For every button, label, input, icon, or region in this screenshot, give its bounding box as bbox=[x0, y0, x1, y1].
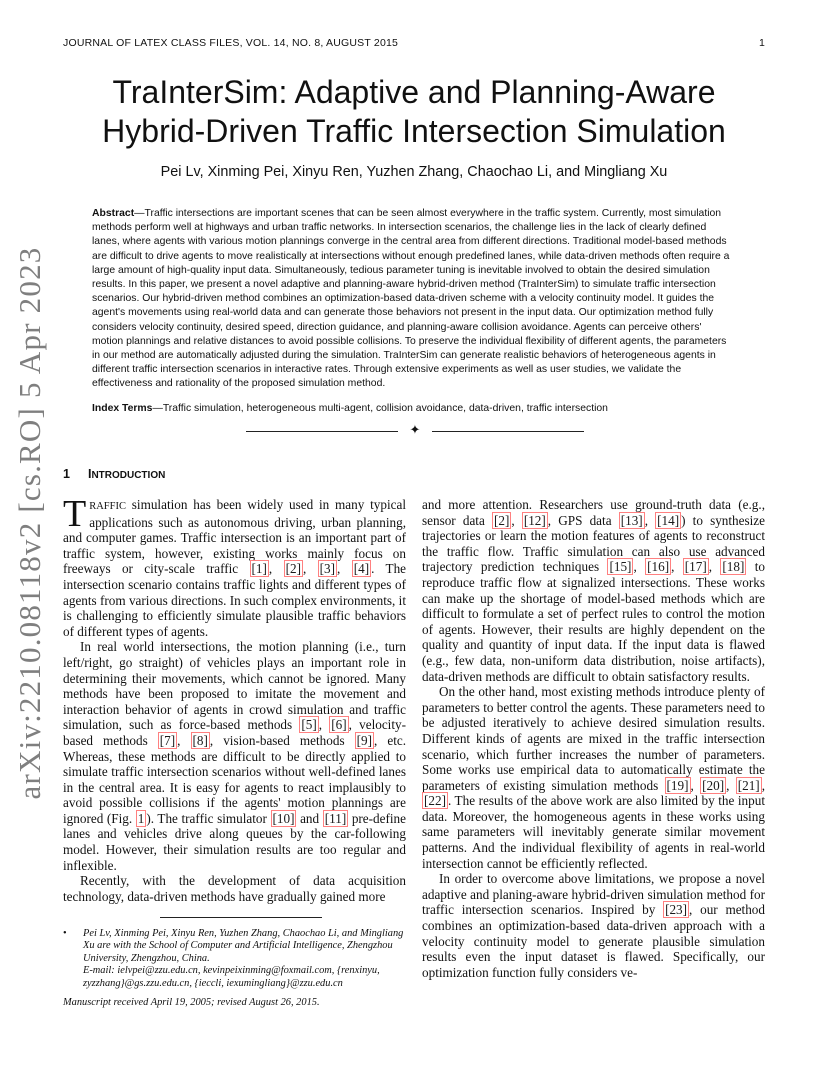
citation-link[interactable]: [6] bbox=[331, 717, 347, 733]
paragraph-text: and bbox=[296, 810, 323, 826]
paragraph-text: ). The traffic simulator bbox=[146, 810, 271, 826]
citation-link[interactable]: [14] bbox=[657, 512, 680, 528]
paragraph-text: simulation has been widely used in many typical applications such as autonomous driving, urban planning, and computer games. Traffic intersection is an important part of traffic system, however, existing works mainly focus on freeways or city-scale traffic bbox=[63, 497, 406, 577]
paragraph-text: On the other hand, most existing methods introduce plenty of parameters to better control the agents. These parameters need to be adjusted iteratively to achieve desired simulation results. Different kinds of agents are mixed in the traffic intersection scenario, which further increases the number of parameters. Some works use empirical data to automatically estimate the parameters of existing simulation methods bbox=[422, 684, 765, 793]
citation-link[interactable]: [4] bbox=[353, 561, 370, 577]
paragraph: Recently, with the development of data acquisition technology, data-driven methods have gradually gained more bbox=[63, 873, 406, 904]
paragraph-text: . The results of the above work are also limited by the input data. Moreover, the homogeneous agents in these works using same parameters will inevitably generate similar movement patterns. And the individual flexibility of agents in real-world intersection cannot be efficiently reflected. bbox=[422, 793, 765, 871]
paragraph: and more attention. Researchers use ground-truth data (e.g., sensor data [2] , [12] , GPS data [13] , [14] ) to synthesize trajectories or learn the motion features of agents to reconstruct the traffic flow. Traffic simulation can also use advanced trajectory prediction techniques [15] , [16] , [17] , [18] to reproduce traffic flow at signalized intersections. These works can make up the shortage of model-based methods which are difficult to formulate a set of perfect rules to control the motion of agents. However, their results are highly dependent on the quality and quantity of input data. If the input data is flawed (e.g., few data, non-uniform data distribution, noise artifacts), data-driven methods are difficult to obtain satisfactory results. bbox=[422, 497, 766, 684]
section-heading bbox=[63, 467, 165, 481]
paragraph-text: , velocity-based methods bbox=[63, 717, 406, 748]
citation-link[interactable]: [11] bbox=[324, 810, 347, 826]
citation-link[interactable]: [10] bbox=[272, 810, 295, 826]
affiliation-footnote bbox=[63, 928, 406, 990]
title-line-1: TraInterSim: Adaptive and Planning-Aware bbox=[112, 74, 716, 110]
paragraph-text: , vision-based methods bbox=[209, 732, 355, 748]
paragraph: TRAFFIC simulation has been widely used in many typical applications such as autonomous driving, urban planning, and computer games. Traffic intersection is an important part of traffic system, however, existing works mainly focus on freeways or city-scale traffic [1] , [2] , [3] , [4] . The intersection scenario contains traffic lights and different types of agents from various directions. In such complex environments, it is challenging to efficiently simulate plausible traffic behaviors of different types of agents. bbox=[63, 493, 407, 639]
paragraph-text: to reproduce traffic flow at signalized intersections. These works can make up the shortage of model-based methods which are difficult to formulate a set of perfect rules to control the motion of agents. However, their results are highly dependent on the quality and quantity of input data. If the input data is flawed (e.g., few data, non-uniform data distribution, noise artifacts), data-driven methods are difficult to obtain satisfactory results. bbox=[422, 559, 765, 684]
citation-link[interactable]: [3] bbox=[319, 561, 336, 577]
section-title-rest: NTRODUCTION bbox=[91, 470, 166, 481]
author-list: Pei Lv, Xinming Pei, Xinyu Ren, Yuzhen Zhang, Chaochao Li, and Mingliang Xu bbox=[160, 164, 668, 180]
index-terms-text: —Traffic simulation, heterogeneous multi-agent, collision avoidance, data-driven, traffic intersection bbox=[152, 403, 608, 414]
citation-link[interactable]: [7] bbox=[159, 732, 176, 748]
abstract-text: —Traffic intersections are important scenes that can be seen almost everywhere in the traffic system. Currently, most simulation methods perform well at highways and urban traffic networks. In intersection scenarios, the challenge lies in the lack of clearly defined lanes, where agents with various motion plannings converge in the central area from different directions. Traditional model-based methods are difficult to drive agents to move realistically at intersections without enough predefined lanes, while data-driven methods often require a large amount of high-quality input data. Simultaneously, tedious parameter tuning is inevitable involved to obtain the desired simulation results. In this paper, we present a novel adaptive and planning-aware hybrid-driven method (TraInterSim) to simulate traffic intersection scenarios. Our hybrid-driven method combines an optimization-based data-driven scheme with a velocity continuity model. It guides the agent's movements using real-world data and can generate those behaviors not present in the input data. Our optimization method fully considers velocity continuity, desired speed, direction guidance, and planning-aware collision avoidance. Agents can perceive others' motion plannings and relative distances to avoid possible collisions. To preserve the individual flexibility of different agents, the parameters in our method are automatically adjusted during the simulation. TraInterSim can generate realistic behaviors of heterogeneous agents in different traffic intersection scenarios in interactive rates. Through extensive experiments as well as user studies, we validate the effectiveness and rationality of the proposed simulation method. bbox=[92, 208, 730, 390]
citation-link[interactable]: [2] bbox=[285, 561, 301, 577]
paragraph: In real world intersections, the motion planning (i.e., turn left/right, go straight) of vehicles plays an important role in determining their movements, which cannot be ignored. Many methods have been proposed to imitate the movement and interaction behavior of agents in crowd simulation and traffic simulation, such as force-based methods [5] , [6] , velocity-based methods [7] , [8] , vision-based methods [9] , etc. Whereas, these methods are difficult to be directly applied to simulate traffic intersection scenarios without well-defined lanes in the central area. It is easy for agents to react implausibly to avoid possible collisions if the agents' motion plannings are ignored (Fig. 1 ). The traffic simulator [10] and [11] pre-define lanes and vehicles drive along queues by the car-following model. However, their simulation results are too regular and inflexible. bbox=[63, 639, 407, 873]
journal-name: JOURNAL OF LATEX CLASS FILES, VOL. 14, NO. 8, AUGUST 2015 bbox=[63, 37, 399, 49]
section-title-initial: I bbox=[87, 467, 92, 481]
citation-link[interactable]: [19] bbox=[666, 777, 689, 793]
title-line-2: Hybrid-Driven Traffic Intersection Simulation bbox=[102, 113, 726, 149]
footnote-affiliation: Pei Lv, Xinming Pei, Xinyu Ren, Yuzhen Zhang, Chaochao Li, and Mingliang Xu are with the School of Computer and Artificial Intelligence, Zhengzhou University, Zhengzhou, China. bbox=[83, 928, 404, 964]
footnote-email: E-mail: ielvpei@zzu.edu.cn, kevinpeixinming@foxmail.com, {renxinyu, zyzzhang}@gs.zzu.edu.cn, {ieccli, iexumingliang}@zzu.edu.cn bbox=[83, 965, 380, 989]
index-terms-label: Index Terms bbox=[92, 403, 153, 414]
paragraph-text: . The intersection scenario contains traffic lights and different types of agents from various directions. In such complex environments, it is challenging to efficiently simulate plausible traffic behaviors of different types of agents. bbox=[63, 561, 407, 639]
citation-link[interactable]: [16] bbox=[647, 559, 670, 575]
abstract-label: Abstract bbox=[92, 208, 135, 219]
left-column bbox=[63, 493, 407, 904]
separator-line-right bbox=[432, 431, 584, 432]
paragraph-text: , GPS data bbox=[547, 512, 619, 528]
citation-link[interactable]: [9] bbox=[356, 732, 373, 748]
section-number: 1 bbox=[63, 467, 70, 481]
section-separator bbox=[246, 422, 584, 437]
page-number: 1 bbox=[758, 37, 765, 49]
paragraph-text: In order to overcome above limitations, we propose a novel adaptive and planing-aware hybrid-driven simulation method for traffic intersection scenarios. Inspired by bbox=[422, 871, 765, 918]
drop-cap: T bbox=[63, 493, 87, 535]
manuscript-note: Manuscript received April 19, 2005; revised August 26, 2015. bbox=[63, 997, 320, 1008]
paragraph-text: , our method combines an optimization-based data-driven approach with a velocity continuity model to generate plausible simulation results even the input dataset is flawed. Specifically, our optimization function fully considers ve- bbox=[422, 902, 765, 980]
citation-link[interactable]: [18] bbox=[722, 559, 745, 575]
paragraph-text: ) to synthesize trajectories or learn the motion features of agents to reconstruct the traffic flow. Traffic simulation can also use advanced trajectory prediction techniques bbox=[422, 512, 766, 575]
citation-link[interactable]: [20] bbox=[702, 777, 725, 793]
citation-link[interactable]: [23] bbox=[665, 902, 688, 918]
index-terms bbox=[92, 403, 735, 414]
paragraph-text: In real world intersections, the motion planning (i.e., turn left/right, go straight) of vehicles plays an important role in determining their movements, which cannot be ignored. Many methods have been proposed to imitate the movement and interaction behavior of agents in crowd simulation and traffic simulation, such as force-based methods bbox=[63, 639, 406, 733]
paragraph-text: pre-define lanes and vehicles drive along queues by the car-following model. However, their simulation results are too regular and inflexible. bbox=[63, 810, 406, 873]
footnote-rule bbox=[160, 917, 322, 918]
right-column bbox=[422, 497, 765, 980]
paragraph-text: and more attention. Researchers use ground-truth data (e.g., sensor data bbox=[422, 497, 765, 528]
citation-link[interactable]: [15] bbox=[609, 559, 632, 575]
paragraph bbox=[422, 871, 765, 980]
citation-link[interactable]: [1] bbox=[251, 561, 267, 577]
citation-link[interactable]: [12] bbox=[523, 512, 546, 528]
paper-title bbox=[63, 73, 765, 151]
arxiv-stamp: arXiv:2210.08118v2 [cs.RO] 5 Apr 2023 bbox=[12, 246, 47, 800]
lead-smallcaps: RAFFIC bbox=[89, 501, 126, 512]
footnote-bullet: • bbox=[63, 928, 67, 939]
citation-link[interactable]: [17] bbox=[684, 559, 707, 575]
paragraph-text: , etc. Whereas, these methods are difficult to be directly applied to simulate traffic intersection scenarios without well-defined lanes in the central area. It is easy for agents to react implausibly to avoid possible collisions if the agents' motion plannings are ignored (Fig. bbox=[63, 732, 407, 826]
citation-link[interactable]: [22] bbox=[424, 793, 446, 809]
figure-link[interactable]: 1 bbox=[137, 810, 145, 826]
paragraph: On the other hand, most existing methods introduce plenty of parameters to better control the agents. These parameters need to be adjusted iteratively to achieve desired simulation results. Different kinds of agents are mixed in the traffic intersection scenario, which further increases the number of parameters. Some works use empirical data to automatically estimate the parameters of existing simulation methods [19] , [20] , [21] , [22] . The results of the above work are also limited by the input data. Moreover, the homogeneous agents in these works using same parameters will inevitably generate similar movement patterns. And the individual flexibility of agents in real-world intersection cannot be efficiently reflected. bbox=[422, 684, 765, 871]
citation-link[interactable]: [21] bbox=[737, 777, 760, 793]
running-head bbox=[63, 37, 765, 51]
citation-link[interactable]: [8] bbox=[192, 732, 208, 748]
separator-star-icon: ✦ bbox=[409, 422, 421, 437]
separator-line-left bbox=[246, 431, 398, 432]
citation-link[interactable]: [5] bbox=[301, 717, 317, 733]
citation-link[interactable]: [2] bbox=[493, 512, 510, 528]
citation-link[interactable]: [13] bbox=[620, 512, 643, 528]
abstract bbox=[92, 207, 735, 392]
